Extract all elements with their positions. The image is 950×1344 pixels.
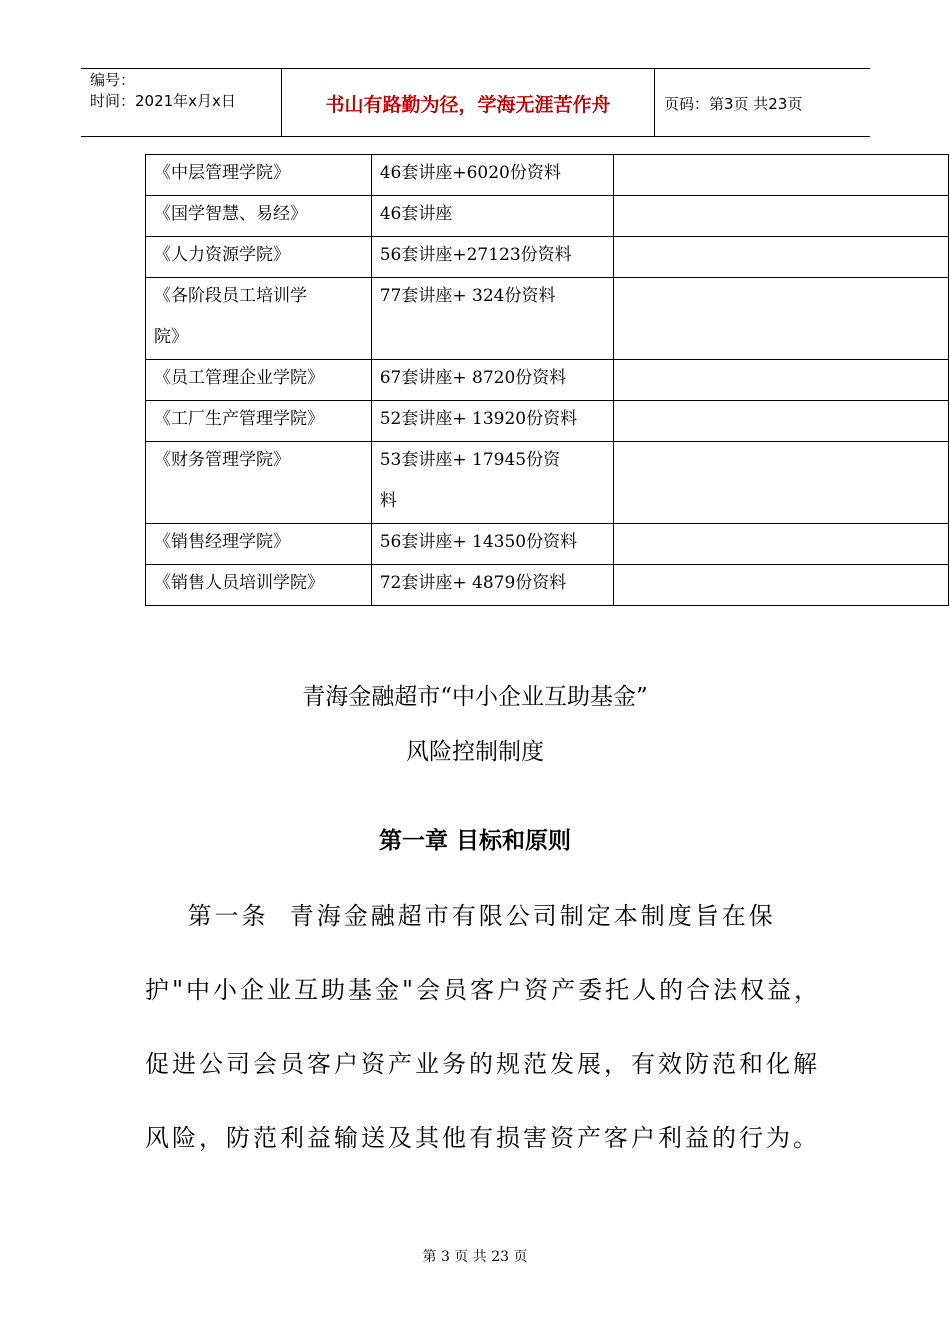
table-cell-content: 72套讲座+ 4879份资料: [371, 565, 614, 606]
table-cell-content: 77套讲座+ 324份资料: [371, 278, 614, 360]
table-cell-content: 56套讲座+ 14350份资料: [371, 524, 614, 565]
table-row: [146, 278, 949, 360]
table-cell-note: [614, 565, 949, 606]
table-cell-content-line: 料: [379, 491, 397, 511]
table-row: [146, 196, 949, 237]
header-time: 时间：2021年x月x日: [90, 92, 236, 110]
table-cell-content: 52套讲座+ 13920份资料: [371, 401, 614, 442]
table-cell-note: [614, 401, 949, 442]
header-bottom-rule: [81, 136, 870, 137]
table-cell-name: 《员工管理企业学院》: [146, 360, 372, 401]
table-cell-note: [614, 196, 949, 237]
table-row: [146, 360, 949, 401]
table-cell-note: [614, 360, 949, 401]
document-title: 青海金融超市“中小企业互助基金”: [302, 684, 648, 710]
header-number: 编号：: [90, 71, 136, 89]
table-row: [146, 442, 949, 524]
table-cell-name: 《国学智慧、易经》: [146, 196, 372, 237]
document-subtitle: 风险控制制度: [406, 739, 544, 765]
article-paragraph: [145, 896, 822, 1192]
table-cell-name: 《中层管理学院》: [146, 155, 372, 196]
table-row: [146, 401, 949, 442]
table-cell-content: 67套讲座+ 8720份资料: [371, 360, 614, 401]
paragraph-line: 护"中小企业互助基金"会员客户资产委托人的合法权益，: [145, 976, 822, 1004]
table-cell-note: [614, 155, 949, 196]
header-top-rule: [81, 68, 870, 69]
table-cell-note: [614, 278, 949, 360]
table-row: [146, 565, 949, 606]
table-row: [146, 524, 949, 565]
table-cell-note: [614, 237, 949, 278]
table-cell-content-line: 53套讲座+ 17945份资: [379, 450, 561, 470]
table-cell-content: 46套讲座+6020份资料: [371, 155, 614, 196]
table-row: [146, 237, 949, 278]
chapter-heading: 第一章 目标和原则: [378, 828, 571, 854]
table-cell-content: 56套讲座+27123份资料: [371, 237, 614, 278]
table-row: [146, 155, 949, 196]
table-cell-content: [371, 442, 614, 524]
table-cell-note: [614, 524, 949, 565]
paragraph-line: 风险，防范利益输送及其他有损害资产客户利益的行为。: [145, 1124, 820, 1152]
table-cell-name: [146, 278, 372, 360]
footer-page-number: 第 3 页 共 23 页: [422, 1249, 528, 1265]
table-cell-name: 《财务管理学院》: [146, 442, 372, 524]
resources-table: [145, 154, 949, 606]
table-cell-name-line: 院》: [154, 327, 188, 347]
table-cell-note: [614, 442, 949, 524]
table-cell-name: 《人力资源学院》: [146, 237, 372, 278]
table-cell-name: 《销售经理学院》: [146, 524, 372, 565]
header-page-number: 页码：第3页 共23页: [664, 95, 803, 113]
header-divider-right: [654, 68, 655, 136]
table-cell-name: 《销售人员培训学院》: [146, 565, 372, 606]
table-cell-name-line: 《各阶段员工培训学: [154, 286, 307, 306]
header-meta: [90, 70, 236, 112]
paragraph-line: 促进公司会员客户资产业务的规范发展，有效防范和化解: [145, 1050, 820, 1078]
table-cell-content: 46套讲座: [371, 196, 614, 237]
table-cell-name: 《工厂生产管理学院》: [146, 401, 372, 442]
header-motto: 书山有路勤为径，学海无涯苦作舟: [325, 94, 611, 116]
paragraph-line: 第一条 青海金融超市有限公司制定本制度旨在保: [145, 902, 776, 930]
